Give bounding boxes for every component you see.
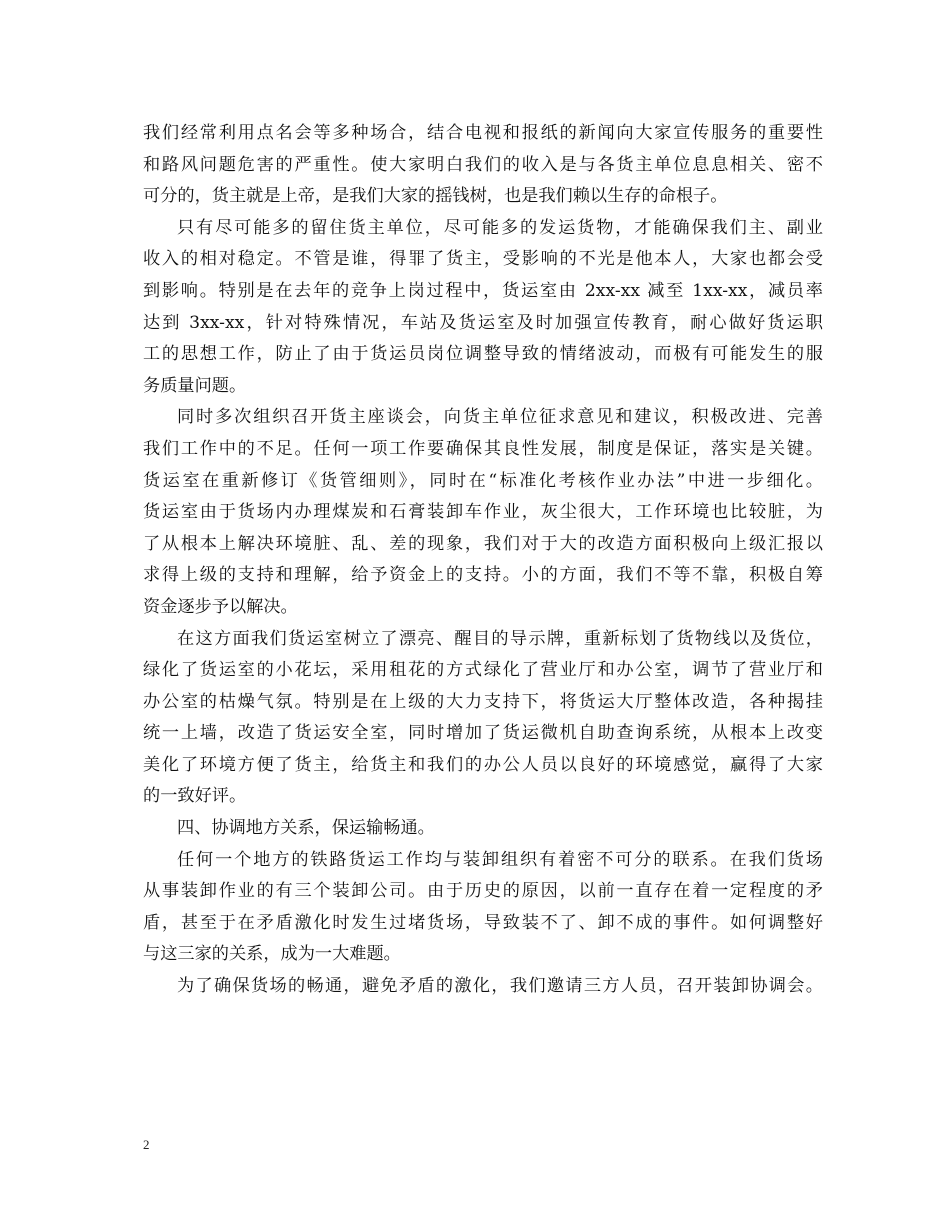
text-line: 统一上墙，改造了货运安全室，同时增加了货运微机自助查询系统，从根本上改变 <box>143 723 823 744</box>
text-line: 的一致好评。 <box>143 786 247 807</box>
text-line: 资金逐步予以解决。 <box>143 596 298 617</box>
text-line: 在这方面我们货运室树立了漂亮、醒目的导示牌，重新标划了货物线以及货位， <box>177 628 823 649</box>
paragraph-2 <box>143 213 823 403</box>
text-line: 办公室的枯燥气氛。特别是在上级的大力支持下，将货运大厅整体改造，各种揭挂 <box>143 691 823 712</box>
text-line: 我们工作中的不足。任何一项工作要确保其良性发展，制度是保证，落实是关键。 <box>143 438 823 459</box>
paragraph-7 <box>143 971 823 1003</box>
text-line: 从事装卸作业的有三个装卸公司。由于历史的原因，以前一直存在着一定程度的矛 <box>143 881 823 902</box>
text-line: 和路风问题危害的严重性。使大家明白我们的收入是与各货主单位息息相关、密不 <box>143 154 823 175</box>
text-line: 只有尽可能多的留住货主单位，尽可能多的发运货物，才能确保我们主、副业 <box>177 217 823 238</box>
paragraph-1 <box>143 118 823 213</box>
text-line: 四、协调地方关系，保运输畅通。 <box>177 818 435 839</box>
text-line: 求得上级的支持和理解，给予资金上的支持。小的方面，我们不等不靠，积极自筹 <box>143 565 823 586</box>
text-line: 我们经常利用点名会等多种场合，结合电视和报纸的新闻向大家宣传服务的重要性 <box>143 123 823 143</box>
document-body <box>143 118 823 1003</box>
paragraph-6 <box>143 845 823 971</box>
text-line: 了从根本上解决环境脏、乱、差的现象，我们对于大的改造方面积极向上级汇报以 <box>143 533 823 554</box>
text-line: 同时多次组织召开货主座谈会，向货主单位征求意见和建议，积极改进、完善 <box>177 407 823 428</box>
text-line: 到影响。特别是在去年的竞争上岗过程中，货运室由 2xx-xx 减至 1xx-xx，减员率 <box>143 280 823 301</box>
text-line: 工的思想工作，防止了由于货运员岗位调整导致的情绪波动，而极有可能发生的服 <box>143 344 823 365</box>
text-line: 任何一个地方的铁路货运工作均与装卸组织有着密不可分的联系。在我们货场 <box>177 849 823 870</box>
text-line: 与这三家的关系，成为一大难题。 <box>143 944 401 965</box>
text-line: 绿化了货运室的小花坛，采用租花的方式绿化了营业厅和办公室，调节了营业厅和 <box>143 660 823 681</box>
text-line: 货运室在重新修订《货管细则》，同时在“标准化考核作业办法”中进一步细化。 <box>143 470 823 491</box>
paragraph-3 <box>143 402 823 623</box>
text-line: 达到 3xx-xx，针对特殊情况，车站及货运室及时加强宣传教育，耐心做好货运职 <box>143 312 823 333</box>
text-line: 美化了环境方便了货主，给货主和我们的办公人员以良好的环境感觉，赢得了大家 <box>143 754 823 775</box>
text-line: 可分的，货主就是上帝，是我们大家的摇钱树，也是我们赖以生存的命根子。 <box>143 186 728 207</box>
text-line: 货运室由于货场内办理煤炭和石膏装卸车作业，灰尘很大，工作环境也比较脏，为 <box>143 502 823 523</box>
page-number: 2 <box>143 1137 150 1152</box>
text-line: 收入的相对稳定。不管是谁，得罪了货主，受影响的不光是他本人，大家也都会受 <box>143 249 823 270</box>
text-line: 盾，甚至于在矛盾激化时发生过堵货场，导致装不了、卸不成的事件。如何调整好 <box>143 912 823 933</box>
section-heading <box>143 813 823 845</box>
text-line: 务质量问题。 <box>143 375 247 396</box>
text-line: 为了确保货场的畅通，避免矛盾的激化，我们邀请三方人员，召开装卸协调会。 <box>177 976 823 997</box>
paragraph-4 <box>143 624 823 814</box>
